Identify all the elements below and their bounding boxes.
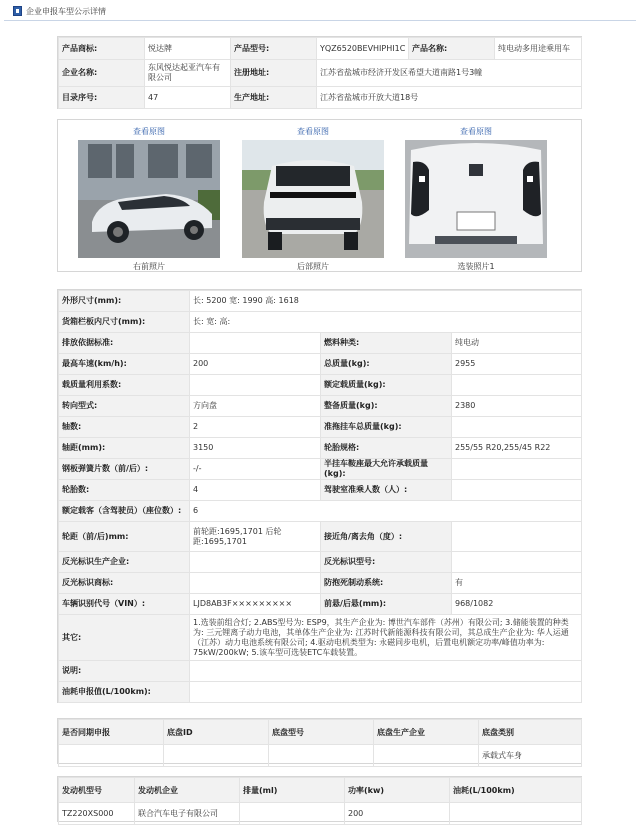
column-header: 底盘ID	[164, 720, 269, 745]
spec-label: 额定载质量(kg):	[321, 375, 452, 396]
photo-gallery	[57, 119, 582, 272]
specs-panel	[57, 289, 582, 703]
value-model: YQZ6520BEVHIPHI1C	[317, 38, 409, 60]
label-company: 企业名称:	[59, 60, 145, 87]
spec-label: 驾驶室准乘人数（人）:	[321, 480, 452, 501]
spec-value	[452, 552, 582, 573]
table-cell	[269, 745, 374, 767]
spec-label: 接近角/离去角（度）:	[321, 522, 452, 552]
title-bar	[4, 2, 636, 21]
spec-label: 总质量(kg):	[321, 354, 452, 375]
label-fuel-declared: 油耗申报值(L/100km):	[59, 682, 190, 703]
spec-value	[452, 522, 582, 552]
column-header: 底盘型号	[269, 720, 374, 745]
column-header: 发动机企业	[135, 778, 240, 803]
photo-card	[238, 120, 388, 273]
spec-value: 968/1082	[452, 594, 582, 615]
table-cell	[450, 803, 582, 825]
engine-panel	[57, 776, 582, 822]
label-model: 产品型号:	[231, 38, 317, 60]
value-passengers: 6	[190, 501, 582, 522]
photo-caption: 选装照片1	[457, 262, 495, 271]
spec-label: 轮胎数:	[59, 480, 190, 501]
spec-label: 转向型式:	[59, 396, 190, 417]
spec-value: 200	[190, 354, 321, 375]
value-fuel-declared	[190, 682, 582, 703]
spec-label: 车辆识别代号（VIN）:	[59, 594, 190, 615]
photo-caption: 右前照片	[133, 262, 165, 271]
spec-label: 排放依据标准:	[59, 333, 190, 354]
spec-value: -/-	[190, 459, 321, 480]
value-catalog-no: 47	[145, 87, 231, 109]
column-header: 是否同期申报	[59, 720, 164, 745]
label-catalog-no: 目录序号:	[59, 87, 145, 109]
car-front-right-photo[interactable]	[78, 140, 220, 258]
value-company: 东风悦达起亚汽车有限公司	[145, 60, 231, 87]
spec-label: 钢板弹簧片数（前/后）:	[59, 459, 190, 480]
spec-label: 半挂车鞍座最大允许承载质量(kg):	[321, 459, 452, 480]
car-front-closeup-photo[interactable]	[405, 140, 547, 258]
value-reg-address: 江苏省盐城市经济开发区希望大道南路1号3幢	[317, 60, 582, 87]
label-reg-address: 注册地址:	[231, 60, 317, 87]
view-original-link[interactable]: 查看原图	[460, 127, 492, 136]
specs-table	[58, 290, 582, 703]
spec-value: 纯电动	[452, 333, 582, 354]
spec-label: 前悬/后悬(mm):	[321, 594, 452, 615]
spec-value	[190, 375, 321, 396]
spec-label: 轮胎规格:	[321, 438, 452, 459]
spec-value	[452, 417, 582, 438]
chassis-panel	[57, 718, 582, 764]
table-cell: TZ220XS000	[59, 803, 135, 825]
spec-value: 方向盘	[190, 396, 321, 417]
spec-label: 轴数:	[59, 417, 190, 438]
label-prod-address: 生产地址:	[231, 87, 317, 109]
value-prod-address: 江苏省盐城市开放大道18号	[317, 87, 582, 109]
spec-label: 整备质量(kg):	[321, 396, 452, 417]
spec-label: 载质量利用系数:	[59, 375, 190, 396]
label-product-name: 产品名称:	[409, 38, 495, 60]
spec-value: 4	[190, 480, 321, 501]
spec-label: 最高车速(km/h):	[59, 354, 190, 375]
spec-value: 255/55 R20,255/45 R22	[452, 438, 582, 459]
column-header: 底盘类别	[479, 720, 582, 745]
spec-value	[190, 333, 321, 354]
table-cell: 承载式车身	[479, 745, 582, 767]
spec-label: 燃料种类:	[321, 333, 452, 354]
value-other: 1.选装前组合灯; 2.ABS型号为: ESP9，其生产企业为: 博世汽车部件（苏州）有限公司; 3.储能装置的种类为: 三元锂离子动力电池，其单体生产企业为: 江苏时代新能源科技有限公司，其总成生产企业为: 华人运通（江苏）动力电池系统有限公司; 4.驱动电机类型为: 永磁同步电机，后置电机额定功率/峰值功率为: 75kW/200kW; 5.该车型可选装ETC车载装置。	[190, 615, 582, 661]
value-brand: 悦达牌	[145, 38, 231, 60]
spec-value: 有	[452, 573, 582, 594]
view-original-link[interactable]: 查看原图	[133, 127, 165, 136]
view-original-link[interactable]: 查看原图	[297, 127, 329, 136]
photo-caption: 后部照片	[297, 262, 329, 271]
label-other: 其它:	[59, 615, 190, 661]
label-brand: 产品商标:	[59, 38, 145, 60]
spec-value	[452, 459, 582, 480]
table-cell: 200	[345, 803, 450, 825]
column-header: 发动机型号	[59, 778, 135, 803]
table-cell: 联合汽车电子有限公司	[135, 803, 240, 825]
spec-value	[190, 552, 321, 573]
spec-value: 3150	[190, 438, 321, 459]
basic-info-panel	[57, 36, 582, 109]
column-header: 油耗(L/100km)	[450, 778, 582, 803]
value-cargo-dimensions: 长: 宽: 高:	[190, 312, 582, 333]
value-notes	[190, 661, 582, 682]
photo-card	[74, 120, 224, 273]
spec-value: 2	[190, 417, 321, 438]
basic-info-table	[58, 37, 582, 109]
spec-value	[190, 573, 321, 594]
value-product-name: 纯电动多用途乘用车	[495, 38, 582, 60]
value-dimensions: 长: 5200 宽: 1990 高: 1618	[190, 291, 582, 312]
engine-table	[58, 777, 582, 825]
table-row	[59, 745, 582, 767]
table-cell	[164, 745, 269, 767]
spec-label: 反光标识商标:	[59, 573, 190, 594]
spec-label: 反光标识生产企业:	[59, 552, 190, 573]
document-icon	[13, 6, 22, 16]
spec-label: 准拖挂车总质量(kg):	[321, 417, 452, 438]
spec-value: 2380	[452, 396, 582, 417]
column-header: 底盘生产企业	[374, 720, 479, 745]
spec-label: 反光标识型号:	[321, 552, 452, 573]
spec-label: 防抱死制动系统:	[321, 573, 452, 594]
spec-label: 轴距(mm):	[59, 438, 190, 459]
column-header: 功率(kw)	[345, 778, 450, 803]
spec-label: 轮距（前/后)mm:	[59, 522, 190, 552]
spec-value: LJD8AB3F×××××××××	[190, 594, 321, 615]
label-notes: 说明:	[59, 661, 190, 682]
chassis-table	[58, 719, 582, 767]
spec-value	[452, 480, 582, 501]
table-cell	[59, 745, 164, 767]
column-header: 排量(ml)	[240, 778, 345, 803]
table-cell	[374, 745, 479, 767]
car-rear-photo[interactable]	[242, 140, 384, 258]
table-row	[59, 803, 582, 825]
spec-value: 2955	[452, 354, 582, 375]
label-dimensions: 外形尺寸(mm):	[59, 291, 190, 312]
label-cargo-dimensions: 货箱栏板内尺寸(mm):	[59, 312, 190, 333]
page-title: 企业申报车型公示详情	[26, 7, 106, 16]
label-passengers: 额定载客（含驾驶员）（座位数）:	[59, 501, 190, 522]
photo-card	[401, 120, 551, 273]
table-cell	[240, 803, 345, 825]
spec-value: 前轮距:1695,1701 后轮距:1695,1701	[190, 522, 321, 552]
spec-value	[452, 375, 582, 396]
